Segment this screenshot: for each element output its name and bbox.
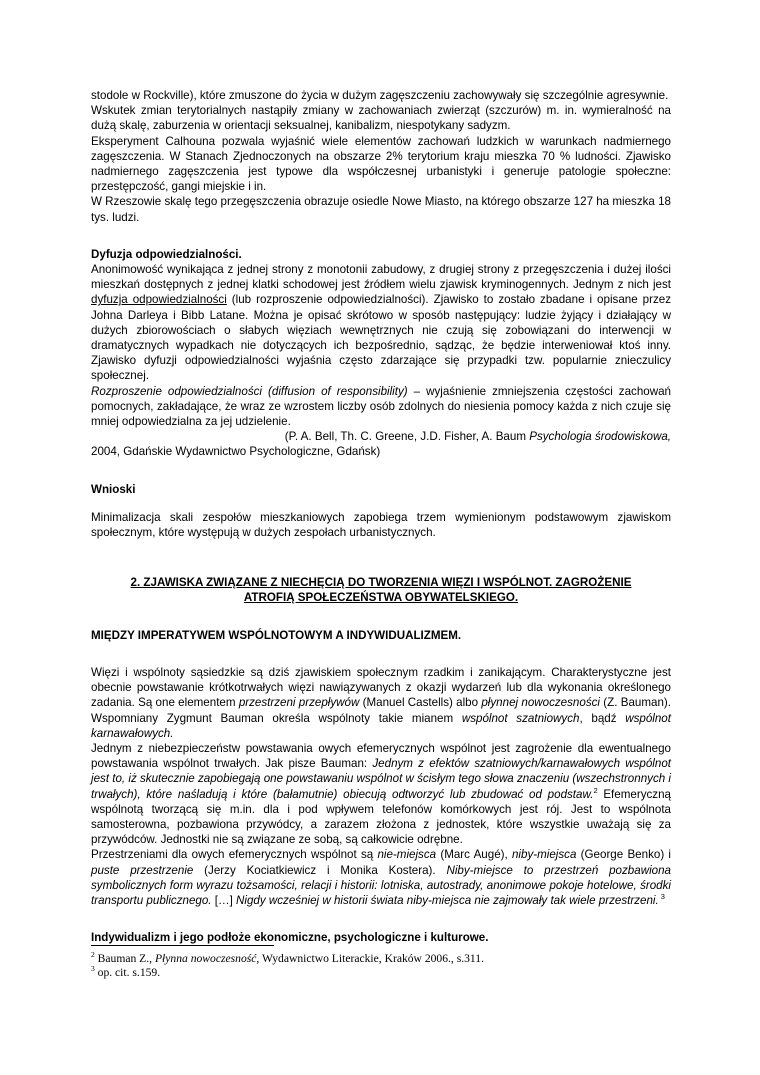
paragraph: Minimalizacja skali zespołów mieszkaniowych zapobiega trzem wymienionym podstawowym zjawiskom społecznym, które występują w dużych zespołach urbanistycznych. xyxy=(91,510,671,540)
citation-continued: 2004, Gdańskie Wydawnictwo Psychologiczne, Gdańsk) xyxy=(91,445,381,459)
footnote-ref: 2 xyxy=(593,785,598,795)
footnotes xyxy=(91,945,671,980)
section-heading-wnioski: Wnioski xyxy=(91,482,136,496)
footnote: $^3$ op. cit. s.159. xyxy=(91,964,161,979)
subheading: Indywidualizm i jego podłoże ekonomiczne, psychologiczne i kulturowe. xyxy=(91,931,489,945)
paragraph: Przestrzeniami dla owych efemerycznych wspólnot są nie-miejsca (Marc Augé), niby-miejsca (George Benko) i puste przestrzenie (Jerzy Kociatkiewicz i Monika Kostera). Niby-miejsce to przestrzeń pozbawiona symbolicznych form wyrazu tożsamości, relacji i historii: lotniska, autostrady, anonimowe pokoje hotelowe, środki transportu publicznego. […] Nigdy wcześniej w historii świata niby-miejsca nie zajmowały tak wiele przestrzeni. $^3$ xyxy=(91,848,672,907)
section-heading-dyfuzja: Dyfuzja odpowiedzialności. xyxy=(91,247,242,261)
footnote-ref: 3 xyxy=(658,892,665,902)
footnote: $^2$ Bauman Z., Płynna nowoczesność, Wydawnictwo Literackie, Kraków 2006., s.311. xyxy=(91,950,484,965)
footnote-divider xyxy=(91,945,274,946)
paragraph: Rozproszenie odpowiedzialności (diffusion of responsibility) – wyjaśnienie zmniejszenia częstości zachowań pomocnych, zakładające, że wraz ze wzrostem liczby osób zdolnych do niesienia pomocy każda z nich czuje się mniej odpowiedzialna za jej udzielenie. xyxy=(91,384,671,429)
paragraph: Eksperyment Calhouna pozwala wyjaśnić wiele elementów zachowań ludzkich w warunkach nadmiernego zagęszczenia. W Stanach Zjednoczonych na obszarze 2% terytorium kraju mieszka 70 % ludności. Zjawisko nadmiernego zagęszczenia jest typowe dla współczesnej urbanistyki i generuje patologie społeczne: przestępczość, gangi miejskie i in. xyxy=(91,134,671,194)
paragraph: stodole w Rockville), które zmuszone do życia w dużym zagęszczeniu zachowywały się szczególnie agresywnie. xyxy=(91,89,669,102)
section-title: 2. ZJAWISKA ZWIĄZANE Z NIECHĘCIĄ DO TWORZENIA WIĘZI I WSPÓLNOT. ZAGROŻENIE ATROFIĄ SPOŁECZEŃSTWA OBYWATELSKIEGO. xyxy=(130,576,632,605)
document-body xyxy=(91,88,671,945)
underlined-term: dyfuzja odpowiedzialności xyxy=(91,293,227,307)
paragraph: W Rzeszowie skalę tego przegęszczenia obrazuje osiedle Nowe Miasto, na którego obszarze 127 ha mieszka 18 tys. ludzi. xyxy=(91,195,671,224)
paragraph: Więzi i wspólnoty sąsiedzkie są dziś zjawiskiem społecznym rzadkim i zanikającym. Charakterystyczne jest obecnie powstawanie krótkotrwałych więzi nawiązywanych z okazji wydarzeń lub dla wykonania określonego zadania. Są one elementem przestrzeni przepływów (Manuel Castells) albo płynnej nowoczesności (Z. Bauman). Wspomniany Zygmunt Bauman określa wspólnoty takie mianem wspólnot szatniowych, bądź wspólnot karnawałowych. xyxy=(91,665,671,740)
paragraph: Wskutek zmian terytorialnych nastąpiły zmiany w zachowaniach zwierząt (szczurów) m. in. wymieralność na dużą skalę, zaburzenia w orientacji seksualnej, kanibalizm, niespotykany sadyzm. xyxy=(91,104,671,133)
paragraph: Jednym z niebezpieczeństw powstawania owych efemerycznych wspólnot jest zagrożenie dla ewentualnego powstawania wspólnot trwałych. Jak pisze Bauman: Jednym z efektów szatniowych/karnawałowych wspólnot jest to, iż skutecznie zapobiegają one powstawaniu wspólnot w ścisłym tego słowa znaczeniu (wszechstronnych i trwałych), które naśladują i które (bałamutnie) obiecują odtworzyć lub zbudować od podstaw.$^2$ Efemeryczną wspólnotą tworzącą się m.in. dla i pod wpływem telefonów komórkowych jest rój. Jest to wspólnota samosterowna, pozbawiona przywódcy, a zarazem złożona z jednostek, które wszystkie uważają się za przywódców. Jednostki nie są związane ze sobą, są całkowicie odrębne. xyxy=(91,741,671,847)
citation: (P. A. Bell, Th. C. Greene, J.D. Fisher, A. Baum Psychologia środowiskowa, xyxy=(284,430,671,444)
subheading: MIĘDZY IMPERATYWEM WSPÓLNOTOWYM A INDYWIDUALIZMEM. xyxy=(91,628,462,642)
paragraph: Anonimowość wynikająca z jednej strony z monotonii zabudowy, z drugiej strony z przegęszczenia i dużej ilości mieszkań dostępnych z jednej klatki schodowej jest źródłem wielu zjawisk kryminogennych. Jednym z nich jest dyfuzja odpowiedzialności (lub rozproszenie odpowiedzialności). Zjawisko to zostało zbadane i opisane przez Johna Darleya i Bibb Latane. Można je opisać skrótowo w sposób następujący: ludzie żyjący i działający w dużych zbiorowościach o słabych więziach wewnętrznych nie czują się zobowiązani do interwencji w dramatycznych wypadkach nie dotyczących ich bezpośrednio, sądząc, że będzie interweniował ktoś inny. Zjawisko dyfuzji odpowiedzialności wyjaśnia często zdarzające się przypadki tzw. popularnie znieczulicy społecznej. xyxy=(91,263,671,383)
